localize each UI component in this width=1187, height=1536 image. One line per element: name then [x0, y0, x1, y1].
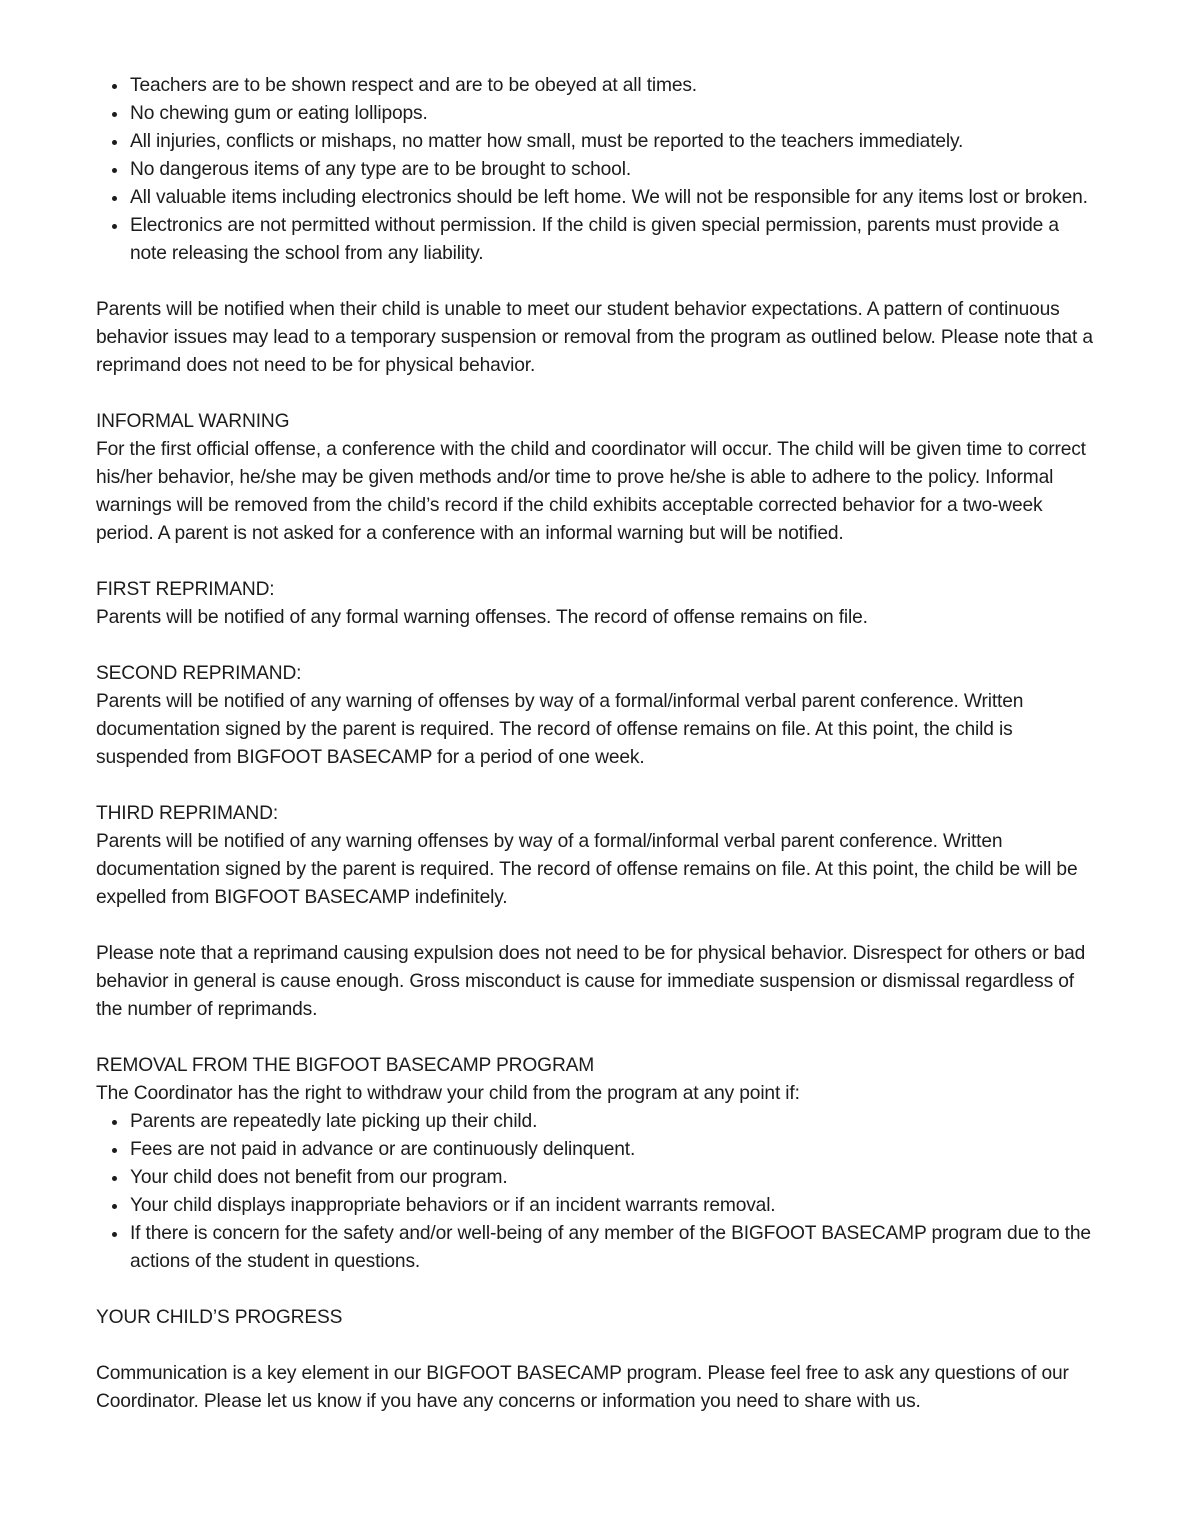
first-reprimand-body: Parents will be notified of any formal warning offenses. The record of offense remains on file. — [96, 607, 868, 628]
list-item: Fees are not paid in advance or are continuously delinquent. — [130, 1136, 1100, 1164]
intro-paragraph: Parents will be notified when their child is unable to meet our student behavior expectations. A pattern of continuous behavior issues may lead to a temporary suspension or removal from the program as outlined below. Please note that a reprimand does not need to be for physical behavior. — [96, 299, 1093, 376]
list-item: No chewing gum or eating lollipops. — [130, 100, 1100, 128]
third-reprimand-heading: THIRD REPRIMAND: — [96, 803, 279, 824]
list-item: All valuable items including electronics should be left home. We will not be responsible for any items lost or broken. — [130, 184, 1100, 212]
list-item: Parents are repeatedly late picking up their child. — [130, 1108, 1100, 1136]
second-reprimand-heading: SECOND REPRIMAND: — [96, 663, 302, 684]
document-page — [96, 72, 1100, 1416]
list-item: Your child displays inappropriate behaviors or if an incident warrants removal. — [130, 1192, 1100, 1220]
list-item: Teachers are to be shown respect and are to be obeyed at all times. — [130, 72, 1100, 100]
informal-warning-heading: INFORMAL WARNING — [96, 411, 290, 432]
second-reprimand-body: Parents will be notified of any warning of offenses by way of a formal/informal verbal parent conference. Written documentation signed by the parent is required. The record of offense remains on file. At this point, the child is suspended from BIGFOOT BASECAMP for a period of one week. — [96, 691, 1024, 768]
list-item: Your child does not benefit from our program. — [130, 1164, 1100, 1192]
removal-intro: The Coordinator has the right to withdraw your child from the program at any point if: — [96, 1083, 800, 1104]
progress-heading: YOUR CHILD’S PROGRESS — [96, 1307, 343, 1328]
list-item: Electronics are not permitted without permission. If the child is given special permission, parents must provide a note releasing the school from any liability. — [130, 212, 1100, 268]
list-item: No dangerous items of any type are to be brought to school. — [130, 156, 1100, 184]
informal-warning-body: For the first official offense, a conference with the child and coordinator will occur. The child will be given time to correct his/her behavior, he/she may be given methods and/or time to prove he/she is able to adhere to the policy. Informal warnings will be removed from the child’s record if the child exhibits acceptable corrected behavior for a two-week period. A parent is not asked for a conference with an informal warning but will be notified. — [96, 439, 1086, 544]
removal-heading: REMOVAL FROM THE BIGFOOT BASECAMP PROGRAM — [96, 1055, 595, 1076]
removal-list — [96, 1108, 1100, 1276]
rules-list — [96, 72, 1100, 268]
third-reprimand-body: Parents will be notified of any warning offenses by way of a formal/informal verbal parent conference. Written documentation signed by the parent is required. The record of offense remains on file. At this point, the child be will be expelled from BIGFOOT BASECAMP indefinitely. — [96, 831, 1078, 908]
list-item: All injuries, conflicts or mishaps, no matter how small, must be reported to the teachers immediately. — [130, 128, 1100, 156]
progress-body: Communication is a key element in our BIGFOOT BASECAMP program. Please feel free to ask any questions of our Coordinator. Please let us know if you have any concerns or information you need to share with us. — [96, 1363, 1069, 1412]
list-item: If there is concern for the safety and/or well-being of any member of the BIGFOOT BASECAMP program due to the actions of the student in questions. — [130, 1220, 1100, 1276]
first-reprimand-heading: FIRST REPRIMAND: — [96, 579, 275, 600]
expulsion-note: Please note that a reprimand causing expulsion does not need to be for physical behavior. Disrespect for others or bad behavior in general is cause enough. Gross misconduct is cause for immediate suspension or dismissal regardless of the number of reprimands. — [96, 943, 1086, 1020]
